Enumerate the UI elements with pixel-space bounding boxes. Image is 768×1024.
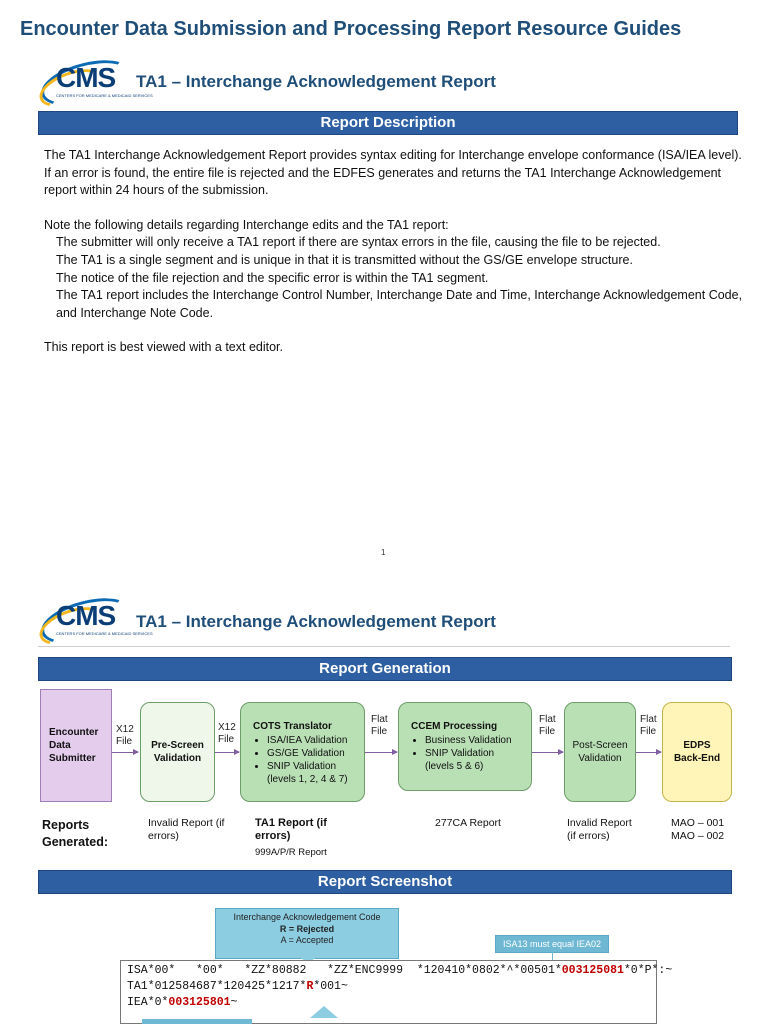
note-bullet: The submitter will only receive a TA1 report if there are syntax errors in the file, causing the file to be rejected. (56, 235, 661, 250)
ccem-levels: (levels 5 & 6) (425, 761, 484, 772)
lower-callout-pointer (310, 1006, 338, 1018)
note-intro: Note the following details regarding Interchange edits and the TA1 report: (44, 217, 449, 232)
cots-item: • GS/GE Validation (267, 747, 356, 760)
flat-file-label: Flat File (539, 714, 556, 737)
x12-file-label: X12 File (116, 724, 134, 747)
999-report: 999A/P/R Report (255, 847, 327, 858)
postscreen-report: Invalid Report (if errors) (567, 817, 632, 842)
main-title: Encounter Data Submission and Processing Report Resource Guides (20, 18, 682, 40)
divider (38, 646, 730, 647)
edi-code-view (120, 960, 673, 1024)
logo-text: CMS (56, 600, 116, 631)
x12-file-label: X12 File (218, 722, 236, 745)
ccem-title: CCEM Processing (411, 721, 498, 732)
lower-callout (142, 1019, 252, 1024)
cms-logo (38, 598, 153, 642)
cots-item: • SNIP Validation (267, 760, 356, 773)
section-title: TA1 – Interchange Acknowledgement Report (136, 72, 496, 91)
edi-line-isa: ISA*00* *00* *ZZ*80882 *ZZ*ENC9999 *120410*0802*^*00501*003125081*0*P*:~ (127, 964, 673, 977)
logo-text: CMS (56, 62, 116, 93)
reports-generated-label: Reports Generated: (42, 818, 108, 849)
flow-arrow (215, 752, 239, 753)
flat-file-label: Flat File (640, 714, 657, 737)
ccem-item: • Business Validation (425, 734, 523, 747)
mao-002-report: MAO – 002 (671, 830, 725, 842)
ack-code-callout: Interchange Acknowledgement Code R = Rejected A = Accepted (215, 908, 399, 959)
page-number: 1 (381, 548, 386, 557)
edi-line-iea: IEA*0*003125801~ (127, 996, 238, 1009)
logo-subtext: CENTERS FOR MEDICARE & MEDICAID SERVICES (56, 93, 153, 98)
mao-001-report: MAO – 001 (671, 817, 725, 829)
flow-arrow (636, 752, 661, 753)
postscreen-box: Post-Screen Validation (564, 702, 636, 802)
flow-arrow (532, 752, 563, 753)
edi-line-ta1: TA1*012584687*120425*1217*R*001~ (127, 980, 348, 993)
flat-file-label: Flat File (371, 714, 388, 737)
flow-arrow (365, 752, 397, 753)
section-title: TA1 – Interchange Acknowledgement Report (136, 612, 496, 631)
report-description-bar: Report Description (38, 111, 738, 135)
submitter-box: Encounter Data Submitter (40, 689, 112, 802)
logo-subtext: CENTERS FOR MEDICARE & MEDICAID SERVICES (56, 631, 153, 636)
isa13-callout: ISA13 must equal IEA02 (495, 935, 609, 953)
edps-backend-box: EDPS Back-End (662, 702, 732, 802)
report-generation-bar: Report Generation (38, 657, 732, 681)
note-bullet: The TA1 is a single segment and is unique in that it is transmitted without the GS/GE envelope structure. (56, 252, 633, 267)
note-bullet: The notice of the file rejection and the specific error is within the TA1 segment. (56, 270, 489, 285)
cms-logo (38, 60, 153, 104)
cots-levels: (levels 1, 2, 4 & 7) (267, 774, 348, 785)
cots-translator-box (240, 702, 365, 802)
prescreen-box: Pre-Screen Validation (140, 702, 215, 802)
report-screenshot-bar: Report Screenshot (38, 870, 732, 894)
description-body (44, 147, 744, 357)
ccem-item: • SNIP Validation (425, 747, 523, 760)
note-bullet: The TA1 report includes the Interchange Control Number, Interchange Date and Time, Interchange Acknowledgement Code, and Interchange Note Code. (56, 288, 743, 320)
prescreen-report: Invalid Report (if errors) (148, 817, 225, 842)
ccem-processing-box (398, 702, 532, 791)
flow-arrow (112, 752, 138, 753)
closing-note: This report is best viewed with a text editor. (44, 340, 283, 355)
277ca-report: 277CA Report (435, 817, 501, 829)
ta1-report: TA1 Report (if errors) (255, 817, 327, 842)
cots-title: COTS Translator (253, 721, 332, 732)
cots-item: • ISA/IEA Validation (267, 734, 356, 747)
description-paragraph: The TA1 Interchange Acknowledgement Report provides syntax editing for Interchange envelope conformance (ISA/IEA level). If an error is found, the entire file is rejected and the EDFES generates and returns the TA1 Interchange Acknowledgement report within 24 hours of the submission. (44, 148, 742, 198)
